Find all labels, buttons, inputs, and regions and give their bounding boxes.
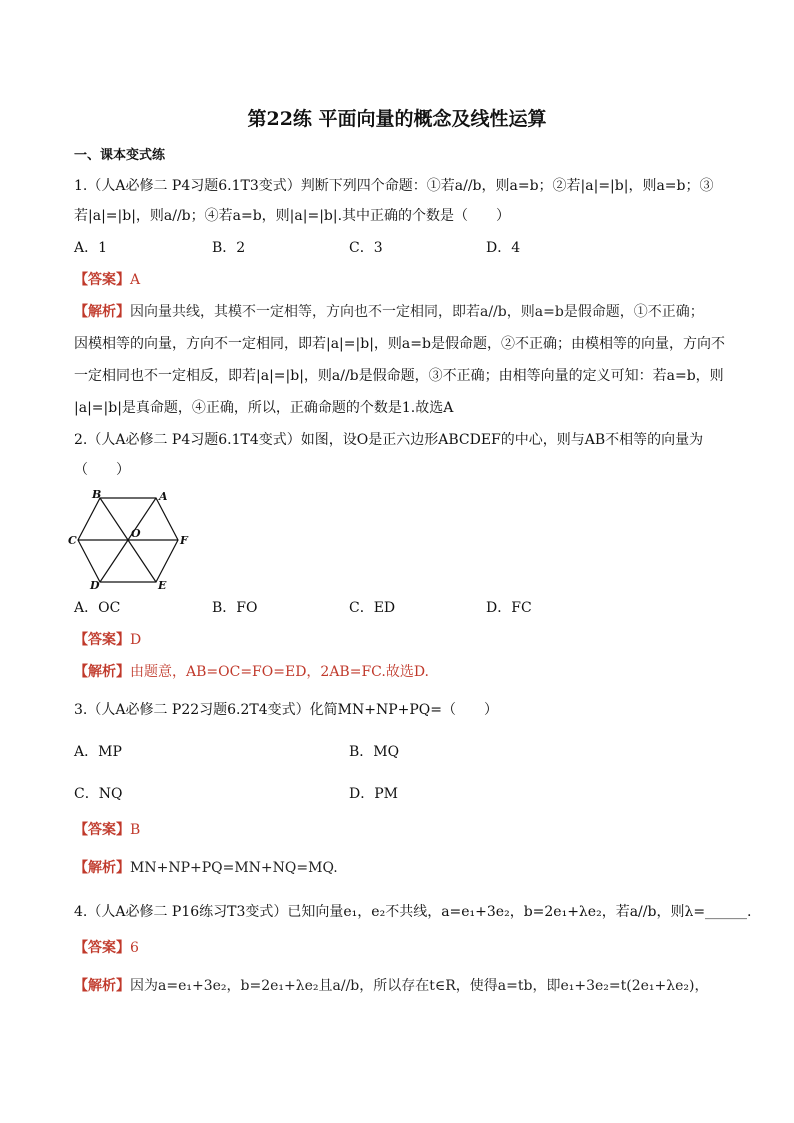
q1-analysis-3: 一定相同也不一定相反，即若|a|=|b|，则a//b是假命题，③不正确；由相等向量的定义可知：若a=b，则 bbox=[74, 368, 724, 384]
q3-answer bbox=[74, 820, 140, 840]
q3-line-1: 3.（人A必修二 P22习题6.2T4变式）化简MN+NP+PQ=（ ） bbox=[74, 702, 499, 718]
q3-option-d: D．PM bbox=[349, 786, 398, 802]
answer-value: A bbox=[130, 272, 141, 288]
analysis-tag: 【解析】 bbox=[74, 664, 130, 680]
analysis-text: MN+NP+PQ=MN+NQ=MQ. bbox=[130, 860, 338, 876]
section-heading: 一、课本变式练 bbox=[74, 148, 166, 163]
analysis-text: 因向量共线，其模不一定相等，方向也不一定相同，即若a//b，则a=b是假命题，①不正确； bbox=[130, 304, 704, 320]
q2-answer bbox=[74, 630, 141, 650]
hexagon-figure bbox=[70, 490, 190, 590]
q2-option-a: A．OC bbox=[74, 600, 121, 616]
answer-tag: 【答案】 bbox=[74, 940, 130, 956]
q2-option-d: D．FC bbox=[486, 600, 532, 616]
answer-tag: 【答案】 bbox=[74, 632, 130, 648]
analysis-tag: 【解析】 bbox=[74, 978, 130, 994]
answer-value: 6 bbox=[130, 940, 139, 956]
label-c: C bbox=[68, 534, 77, 547]
q1-analysis-2: 因模相等的向量，方向不一定相同，即若|a|=|b|，则a=b是假命题，②不正确；由模相等的向量，方向不 bbox=[74, 336, 725, 352]
q1-option-d: D．4 bbox=[486, 240, 521, 256]
q4-answer bbox=[74, 938, 139, 958]
q1-line-2: 若|a|=|b|，则a//b；④若a=b，则|a|=|b|.其中正确的个数是（ ） bbox=[74, 208, 511, 224]
answer-value: D bbox=[130, 632, 142, 648]
q2-option-c: C．ED bbox=[349, 600, 396, 616]
q4-analysis-1 bbox=[74, 976, 708, 996]
q1-option-a: A．1 bbox=[74, 240, 108, 256]
label-e: E bbox=[158, 579, 167, 592]
answer-value: B bbox=[130, 822, 141, 838]
answer-tag: 【答案】 bbox=[74, 822, 130, 838]
analysis-text: 因为a=e₁+3e₂，b=2e₁+λe₂且a//b，所以存在t∈R，使得a=tb，即e₁+3e₂=t(2e₁+λe₂)， bbox=[130, 978, 709, 994]
q3-analysis-1 bbox=[74, 858, 338, 878]
q1-answer bbox=[74, 270, 140, 290]
answer-tag: 【答案】 bbox=[74, 272, 130, 288]
q2-line-1: 2.（人A必修二 P4习题6.1T4变式）如图，设O是正六边形ABCDEF的中心，则与AB不相等的向量为 bbox=[74, 432, 704, 448]
q3-option-c: C．NQ bbox=[74, 786, 123, 802]
q1-analysis-4: |a|=|b|是真命题，④正确，所以，正确命题的个数是1.故选A bbox=[74, 400, 454, 416]
label-d: D bbox=[90, 579, 100, 592]
q4-line-1: 4.（人A必修二 P16练习T3变式）已知向量e₁，e₂不共线，a=e₁+3e₂，b=2e₁+λe₂，若a//b，则λ=______. bbox=[74, 904, 752, 920]
q3-option-a: A．MP bbox=[74, 744, 122, 760]
label-b: B bbox=[92, 488, 102, 501]
label-f: F bbox=[180, 534, 188, 547]
q3-option-b: B．MQ bbox=[349, 744, 400, 760]
analysis-tag: 【解析】 bbox=[74, 860, 130, 876]
q1-option-c: C．3 bbox=[349, 240, 383, 256]
q1-analysis-1 bbox=[74, 302, 704, 322]
q2-option-b: B．FO bbox=[212, 600, 258, 616]
analysis-tag: 【解析】 bbox=[74, 304, 130, 320]
q2-line-2: （ ） bbox=[74, 462, 130, 478]
q2-analysis-1 bbox=[74, 662, 429, 682]
label-o: O bbox=[131, 527, 141, 540]
q1-option-b: B．2 bbox=[212, 240, 246, 256]
analysis-text: 由题意，AB=OC=FO=ED，2AB=FC.故选D. bbox=[130, 664, 430, 680]
q1-line-1: 1.（人A必修二 P4习题6.1T3变式）判断下列四个命题：①若a//b，则a=b；②若|a|=|b|，则a=b；③ bbox=[74, 178, 714, 194]
label-a: A bbox=[159, 490, 168, 503]
page-title: 第22练 平面向量的概念及线性运算 bbox=[247, 108, 547, 130]
